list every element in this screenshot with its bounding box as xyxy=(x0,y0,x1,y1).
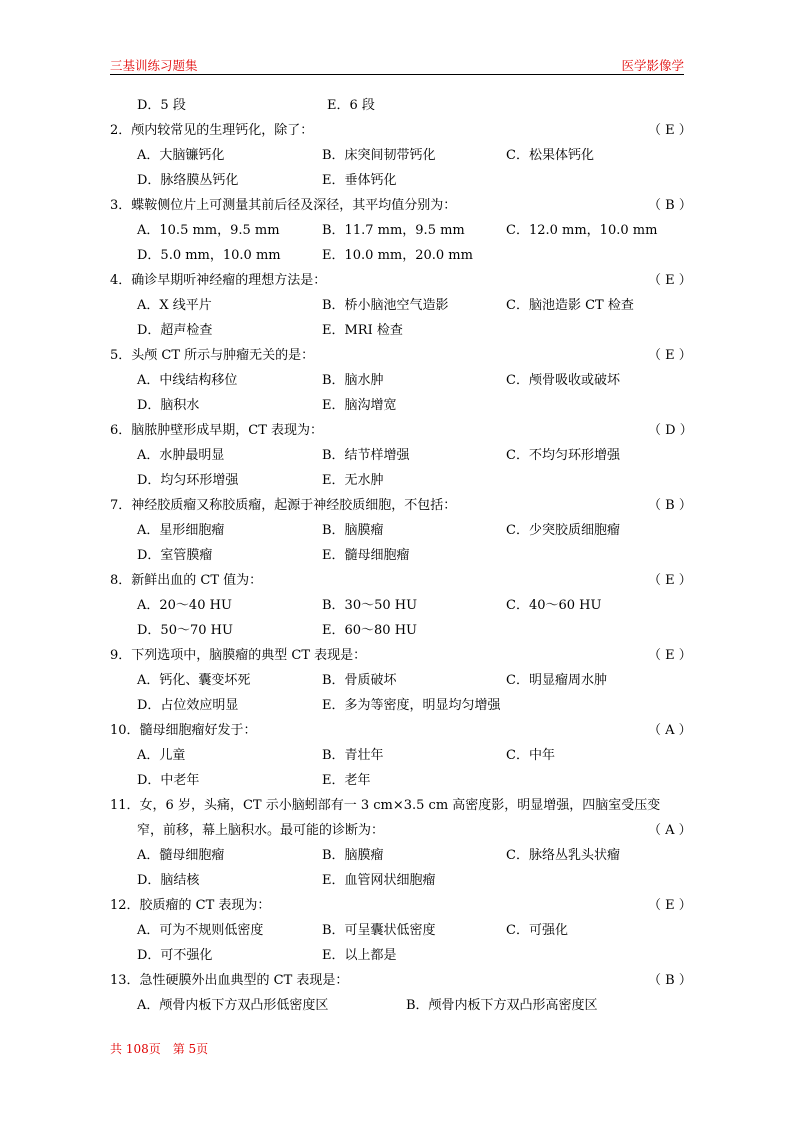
option: E．无水肿 xyxy=(322,473,384,488)
answer-key: （ A ） xyxy=(648,723,692,738)
option: D．均匀环形增强 xyxy=(137,473,239,488)
option: D．中老年 xyxy=(137,773,200,788)
question-text: 8．新鲜出血的 CT 值为： xyxy=(110,573,263,588)
answer-key: （ B ） xyxy=(648,973,692,988)
option: C．不均匀环形增强 xyxy=(506,448,620,463)
option: C．脑池造影 CT 检查 xyxy=(506,298,634,313)
option: E．60～80 HU xyxy=(322,623,417,638)
option: B．青壮年 xyxy=(322,748,384,763)
option: D．脉络膜丛钙化 xyxy=(137,173,239,188)
option: C．明显瘤周水肿 xyxy=(506,673,607,688)
option: C．松果体钙化 xyxy=(506,148,594,163)
page-header xyxy=(110,56,684,75)
option: A．大脑镰钙化 xyxy=(137,148,225,163)
option: D．可不强化 xyxy=(137,948,213,963)
answer-key: （ B ） xyxy=(648,498,692,513)
answer-key: （ A ） xyxy=(648,823,692,838)
answer-key: （ E ） xyxy=(648,273,692,288)
option: B．床突间韧带钙化 xyxy=(322,148,436,163)
option: B．11.7 mm，9.5 mm xyxy=(322,223,465,238)
header-subject: 医学影像学 xyxy=(621,58,684,73)
option: B．可呈囊状低密度 xyxy=(322,923,436,938)
option: B．颅骨内板下方双凸形高密度区 xyxy=(406,998,598,1013)
option: E．血管网状细胞瘤 xyxy=(322,873,436,888)
answer-key: （ E ） xyxy=(648,648,692,663)
option: C．脉络丛乳头状瘤 xyxy=(506,848,620,863)
answer-key: （ E ） xyxy=(648,898,692,913)
option: C．中年 xyxy=(506,748,555,763)
option: E．多为等密度，明显均匀增强 xyxy=(322,698,501,713)
option: D．5.0 mm，10.0 mm xyxy=(137,248,281,263)
option: A．钙化、囊变坏死 xyxy=(137,673,251,688)
option: C．40～60 HU xyxy=(506,598,602,613)
option: E．6 段 xyxy=(327,98,375,113)
question-text: 13．急性硬膜外出血典型的 CT 表现是： xyxy=(110,973,349,988)
option: B．骨质破坏 xyxy=(322,673,397,688)
option: B．脑水肿 xyxy=(322,373,384,388)
header-title: 三基训练习题集 xyxy=(110,58,198,73)
option: E．垂体钙化 xyxy=(322,173,397,188)
option: A．20～40 HU xyxy=(137,598,232,613)
option: B．结节样增强 xyxy=(322,448,410,463)
option: D．超声检查 xyxy=(137,323,213,338)
option: C．可强化 xyxy=(506,923,568,938)
question-text: 7．神经胶质瘤又称胶质瘤，起源于神经胶质细胞，不包括： xyxy=(110,498,457,513)
option: A．儿童 xyxy=(137,748,186,763)
option: E．老年 xyxy=(322,773,371,788)
answer-key: （ B ） xyxy=(648,198,692,213)
question-text: 2．颅内较常见的生理钙化，除了： xyxy=(110,123,314,138)
option: E．髓母细胞瘤 xyxy=(322,548,410,563)
option: A．X 线平片 xyxy=(137,298,212,313)
question-text: 11．女，6 岁，头痛，CT 示小脑蚓部有一 3 cm×3.5 cm 高密度影，明显增强，四脑室受压变 xyxy=(110,798,661,813)
option: A．中线结构移位 xyxy=(137,373,238,388)
option: A．可为不规则低密度 xyxy=(137,923,264,938)
option: E．以上都是 xyxy=(322,948,397,963)
option: D．50～70 HU xyxy=(137,623,233,638)
option: B．脑膜瘤 xyxy=(322,523,384,538)
option: B．30～50 HU xyxy=(322,598,418,613)
answer-key: （ E ） xyxy=(648,573,692,588)
option: A．10.5 mm，9.5 mm xyxy=(137,223,280,238)
question-text: 5．头颅 CT 所示与肿瘤无关的是： xyxy=(110,348,315,363)
question-text: 12．胶质瘤的 CT 表现为： xyxy=(110,898,271,913)
question-text: 3．蝶鞍侧位片上可测量其前后径及深径，其平均值分别为： xyxy=(110,198,457,213)
answer-key: （ D ） xyxy=(648,423,693,438)
option: D．5 段 xyxy=(137,98,186,113)
option: E．MRI 检查 xyxy=(322,323,403,338)
question-text: 10．髓母细胞瘤好发于： xyxy=(110,723,257,738)
answer-key: （ E ） xyxy=(648,123,692,138)
option: A．星形细胞瘤 xyxy=(137,523,225,538)
option: A．颅骨内板下方双凸形低密度区 xyxy=(137,998,329,1013)
option: C．颅骨吸收或破坏 xyxy=(506,373,620,388)
option: D．脑积水 xyxy=(137,398,200,413)
option: D．室管膜瘤 xyxy=(137,548,213,563)
question-text-continued: 窄，前移，幕上脑积水。最可能的诊断为： xyxy=(137,823,385,838)
option: B．脑膜瘤 xyxy=(322,848,384,863)
option: D．占位效应明显 xyxy=(137,698,239,713)
option: A．髓母细胞瘤 xyxy=(137,848,225,863)
question-text: 4．确诊早期听神经瘤的理想方法是： xyxy=(110,273,327,288)
question-text: 9．下列选项中，脑膜瘤的典型 CT 表现是： xyxy=(110,648,367,663)
option: B．桥小脑池空气造影 xyxy=(322,298,449,313)
question-text: 6．脑脓肿壁形成早期，CT 表现为： xyxy=(110,423,324,438)
option: C．少突胶质细胞瘤 xyxy=(506,523,620,538)
option: C．12.0 mm，10.0 mm xyxy=(506,223,658,238)
option: A．水肿最明显 xyxy=(137,448,225,463)
option: E．脑沟增宽 xyxy=(322,398,397,413)
answer-key: （ E ） xyxy=(648,348,692,363)
page-footer: 共 108页 第 5页 xyxy=(110,1042,209,1056)
option: E．10.0 mm，20.0 mm xyxy=(322,248,473,263)
option: D．脑结核 xyxy=(137,873,200,888)
